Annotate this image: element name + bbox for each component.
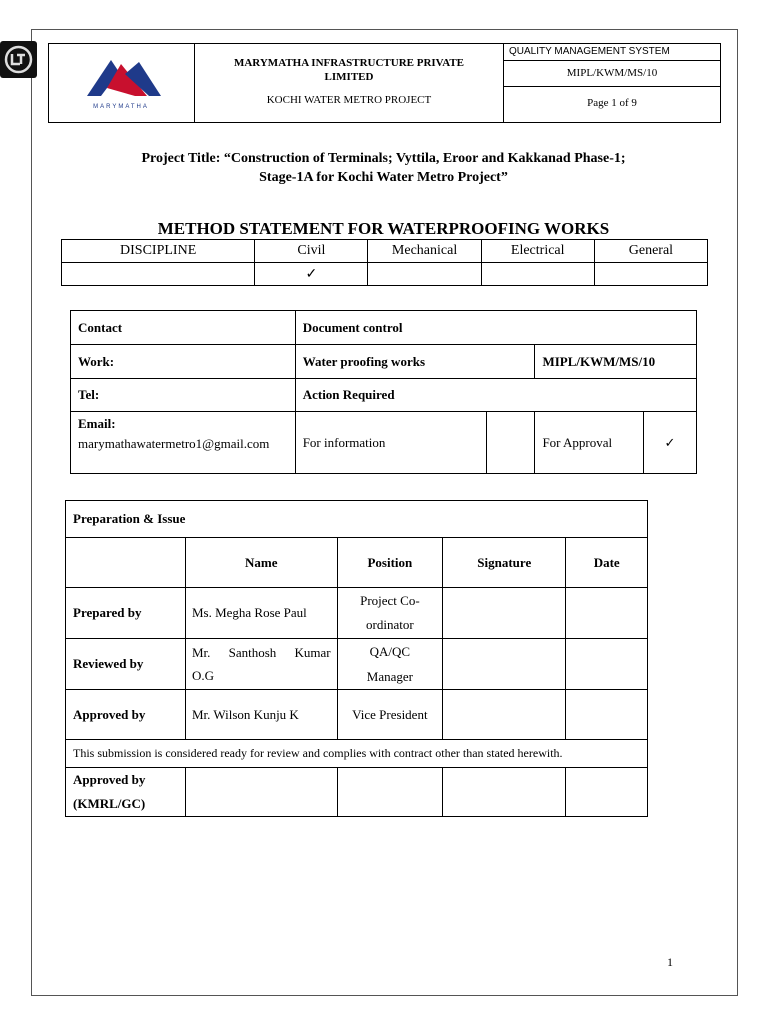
reviewed-by-label: Reviewed by	[66, 639, 186, 690]
prepared-by-signature	[443, 588, 566, 639]
approved-by-label: Approved by	[66, 690, 186, 740]
prepared-by-label: Prepared by	[66, 588, 186, 639]
prep-title-row	[66, 501, 648, 538]
email-cell	[71, 412, 296, 474]
approval-check-icon: ✓	[643, 412, 696, 474]
tel-label: Tel:	[71, 379, 296, 412]
approved-by-name: Mr. Wilson Kunju K	[185, 690, 337, 740]
work-code: MIPL/KWM/MS/10	[535, 345, 697, 379]
electrical-empty-cell	[481, 263, 594, 286]
marymatha-logo-icon	[49, 44, 194, 122]
discipline-electrical: Electrical	[481, 240, 594, 263]
logo-text: MARYMATHA	[93, 104, 149, 110]
mechanical-empty-cell	[368, 263, 481, 286]
reviewed-by-name: Mr. Santhosh Kumar O.G	[185, 639, 337, 690]
lt-logo	[0, 41, 37, 78]
discipline-header-row	[62, 240, 708, 263]
submission-note: This submission is considered ready for review and complies with contract other than stated herewith.	[66, 740, 648, 768]
approved-by-row	[66, 690, 648, 740]
approved-by-signature	[443, 690, 566, 740]
discipline-empty-cell	[62, 263, 255, 286]
reviewed-by-position: QA/QC Manager	[337, 639, 443, 690]
email-row	[71, 412, 697, 474]
email-label: Email:	[78, 416, 116, 431]
email-value[interactable]: marymathawatermetro1@gmail.com	[78, 436, 270, 451]
header-title-cell	[195, 44, 504, 122]
header-date: Date	[566, 538, 648, 588]
approved-by-position: Vice President	[337, 690, 443, 740]
page-number: 1	[667, 955, 673, 969]
kmrl-approval-row	[66, 768, 648, 817]
header-position: Position	[337, 538, 443, 588]
kmrl-name	[185, 768, 337, 817]
project-title-line2: Stage-1A for Kochi Water Metro Project”	[259, 170, 508, 185]
document-control-label: Document control	[295, 311, 696, 345]
kmrl-approved-label: Approved by (KMRL/GC)	[66, 768, 186, 817]
page-indicator: Page 1 of 9	[587, 97, 637, 109]
preparation-issue-table	[65, 500, 648, 817]
prepared-by-date	[566, 588, 648, 639]
prepared-by-position: Project Co-ordinator	[337, 588, 443, 639]
for-information-label: For information	[295, 412, 487, 474]
prep-header-blank	[66, 538, 186, 588]
work-value: Water proofing works	[295, 345, 535, 379]
kmrl-date	[566, 768, 648, 817]
lt-logo-icon	[4, 45, 33, 74]
approved-by-date	[566, 690, 648, 740]
header-name: Name	[185, 538, 337, 588]
for-approval-label: For Approval	[535, 412, 643, 474]
discipline-general: General	[594, 240, 707, 263]
submission-note-row	[66, 740, 648, 768]
reviewed-by-date	[566, 639, 648, 690]
project-title-line1: Project Title: “Construction of Terminals; Vyttila, Eroor and Kakkanad Phase-1;	[141, 151, 626, 166]
prepared-by-row	[66, 588, 648, 639]
header-signature: Signature	[443, 538, 566, 588]
tel-row	[71, 379, 697, 412]
for-information-check	[487, 412, 535, 474]
discipline-label: DISCIPLINE	[62, 240, 255, 263]
method-statement-title: METHOD STATEMENT FOR WATERPROOFING WORKS	[157, 219, 610, 238]
prep-header-row	[66, 538, 648, 588]
work-label: Work:	[71, 345, 296, 379]
project-title	[48, 149, 719, 187]
discipline-table	[61, 239, 708, 286]
action-required-label: Action Required	[295, 379, 696, 412]
company-logo	[49, 44, 195, 122]
reviewed-by-signature	[443, 639, 566, 690]
contact-label: Contact	[71, 311, 296, 345]
reviewed-by-row	[66, 639, 648, 690]
document-code: MIPL/KWM/MS/10	[504, 61, 720, 87]
prepared-by-name: Ms. Megha Rose Paul	[185, 588, 337, 639]
discipline-mechanical: Mechanical	[368, 240, 481, 263]
company-name: MARYMATHA INFRASTRUCTURE PRIVATE LIMITED	[233, 57, 465, 83]
discipline-check-row	[62, 263, 708, 286]
contact-table	[70, 310, 697, 474]
kmrl-signature	[443, 768, 566, 817]
civil-check-icon: ✓	[255, 263, 368, 286]
kmrl-position	[337, 768, 443, 817]
discipline-civil: Civil	[255, 240, 368, 263]
general-empty-cell	[594, 263, 707, 286]
project-name: KOCHI WATER METRO PROJECT	[266, 94, 432, 106]
qms-label: QUALITY MANAGEMENT SYSTEM	[504, 44, 720, 61]
document-header	[48, 43, 721, 123]
contact-header-row	[71, 311, 697, 345]
work-row	[71, 345, 697, 379]
header-meta	[504, 44, 720, 122]
prep-title: Preparation & Issue	[66, 501, 648, 538]
